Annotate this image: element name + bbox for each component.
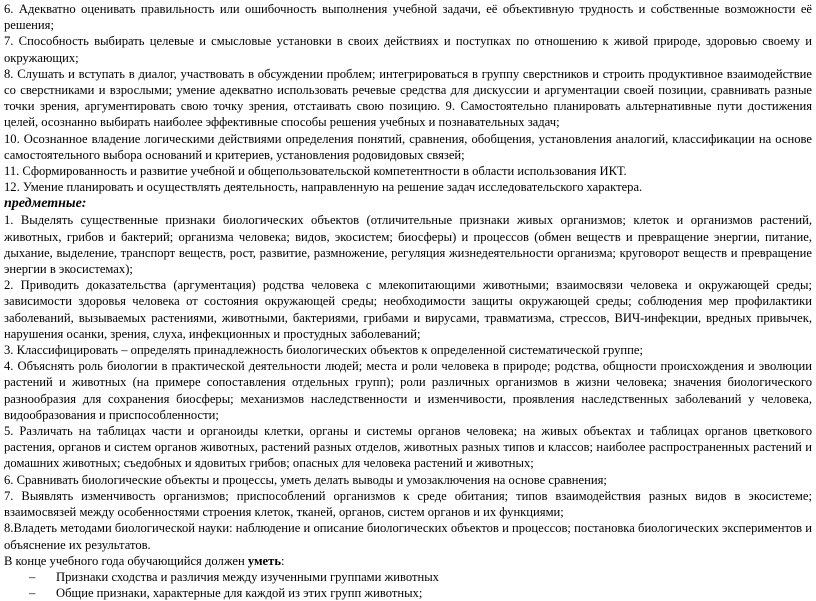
subject-item-7: 7. Выявлять изменчивость организмов; приспособлений организмов к среде обитания; типов взаимодействия разных видов в экосистеме; взаимосвязей между особенностями строения клеток, тканей, органов, систем органов и их функциями; (4, 488, 812, 520)
skills-list (4, 569, 812, 601)
subject-item-1: 1. Выделять существенные признаки биологических объектов (отличительные признаки живых организмов; клеток и организмов растений, животных, грибов и бактерий; организма человека; видов, экосистем; биосферы) и процессов (обмен веществ и превращение энергии, питание, дыхание, выделение, транспорт веществ, рост, развитие, размножение, регуляция жизнедеятельности организма; круговорот веществ и превращение энергии в экосистемах); (4, 213, 812, 277)
dash-bullet: – (29, 569, 36, 584)
subject-item-5: 5. Различать на таблицах части и органоиды клетки, органы и системы органов человека; на живых объектах и таблицах органов цветкового растения, органов и систем органов животных, растений разных отделов, животных разных типов и классов; наиболее распространенных растений и домашних животных; съедобных и ядовитых грибов; опасных для человека растений и животных; (4, 424, 812, 471)
end-of-year-bold: уметь (247, 553, 281, 568)
subject-item-2: 2. Приводить доказательства (аргументация) родства человека с млекопитающими животными; взаимосвязи человека и окружающей среды; зависимости здоровья человека от состояния окружающей среды; необходимости защиты окружающей среды; соблюдения мер профилактики заболеваний, вызываемых растениями, животными, бактериями, грибами и вирусами, травматизма, стрессов, ВИЧ-инфекции, вредных привычек, нарушения осанки, зрения, слуха, инфекционных и простудных заболеваний; (4, 278, 812, 341)
metasubject-results (4, 1, 812, 195)
dash-bullet: – (29, 586, 36, 601)
list-item-text: Общие признаки, характерные для каждой из этих групп животных; (56, 586, 423, 601)
end-of-year-prefix: В конце учебного года обучающийся должен (4, 553, 248, 568)
subject-results (4, 212, 812, 552)
paragraph-item-11: 11. Сформированность и развитие учебной и общепользовательской компетентности в области использования ИКТ. (4, 164, 627, 179)
list-item (29, 585, 812, 601)
paragraph-item-10: 10. Осознанное владение логическими действиями определения понятий, сравнения, обобщения, установления аналогий, классификации на основе самостоятельного выбора оснований и критериев, установления родовидовых связей; (4, 131, 812, 162)
subject-item-3: 3. Классифицировать – определять принадлежность биологических объектов к определенной систематической группе; (4, 343, 643, 358)
paragraph-item-7: 7. Способность выбирать целевые и смысловые установки в своих действиях и поступках по отношению к живой природе, здоровью своему и окружающих; (4, 34, 812, 65)
paragraph-item-6: 6. Адекватно оценивать правильность или ошибочность выполнения учебной задачи, её объективную трудность и собственные возможности её решения; (4, 2, 812, 33)
subject-item-4: 4. Объяснять роль биологии в практической деятельности людей; места и роли человека в природе; родства, общности происхождения и эволюции растений и животных (на примере сопоставления отдельных групп); роли различных организмов в жизни человека; значения биологического разнообразия для сохранения биосферы; механизмов наследственности и изменчивости, проявления наследственных заболеваний у человека, видообразования и приспособленности; (4, 359, 812, 422)
list-item (29, 569, 812, 585)
paragraph-item-12: 12. Умение планировать и осуществлять деятельность, направленную на решение задач исследовательского характера. (4, 180, 643, 195)
paragraph-item-8-9: 8. Слушать и вступать в диалог, участвовать в обсуждении проблем; интегрироваться в группу сверстников и строить продуктивное взаимодействие со сверстниками и взрослыми; умение адекватно использовать речевые средства для дискуссии и аргументации своей позиции, сравнивать разные точки зрения, аргументировать свою точку зрения, отстаивать свою позицию. 9. Самостоятельно планировать альтернативные пути достижения целей, осознанно выбирать наиболее эффективные способы решения учебных и познавательных задач; (4, 66, 812, 130)
end-of-year-line (4, 553, 812, 569)
section-heading-subject: предметные: (4, 196, 87, 212)
subject-item-8: 8.Владеть методами биологической науки: наблюдение и описание биологических объектов и процессов; постановка биологических экспериментов и объяснение их результатов. (4, 521, 812, 552)
list-item-text: Признаки сходства и различия между изученными группами животных (56, 569, 439, 584)
end-of-year-suffix: : (281, 553, 285, 568)
subject-item-6: 6. Сравнивать биологические объекты и процессы, уметь делать выводы и умозаключения на основе сравнения; (4, 472, 607, 487)
